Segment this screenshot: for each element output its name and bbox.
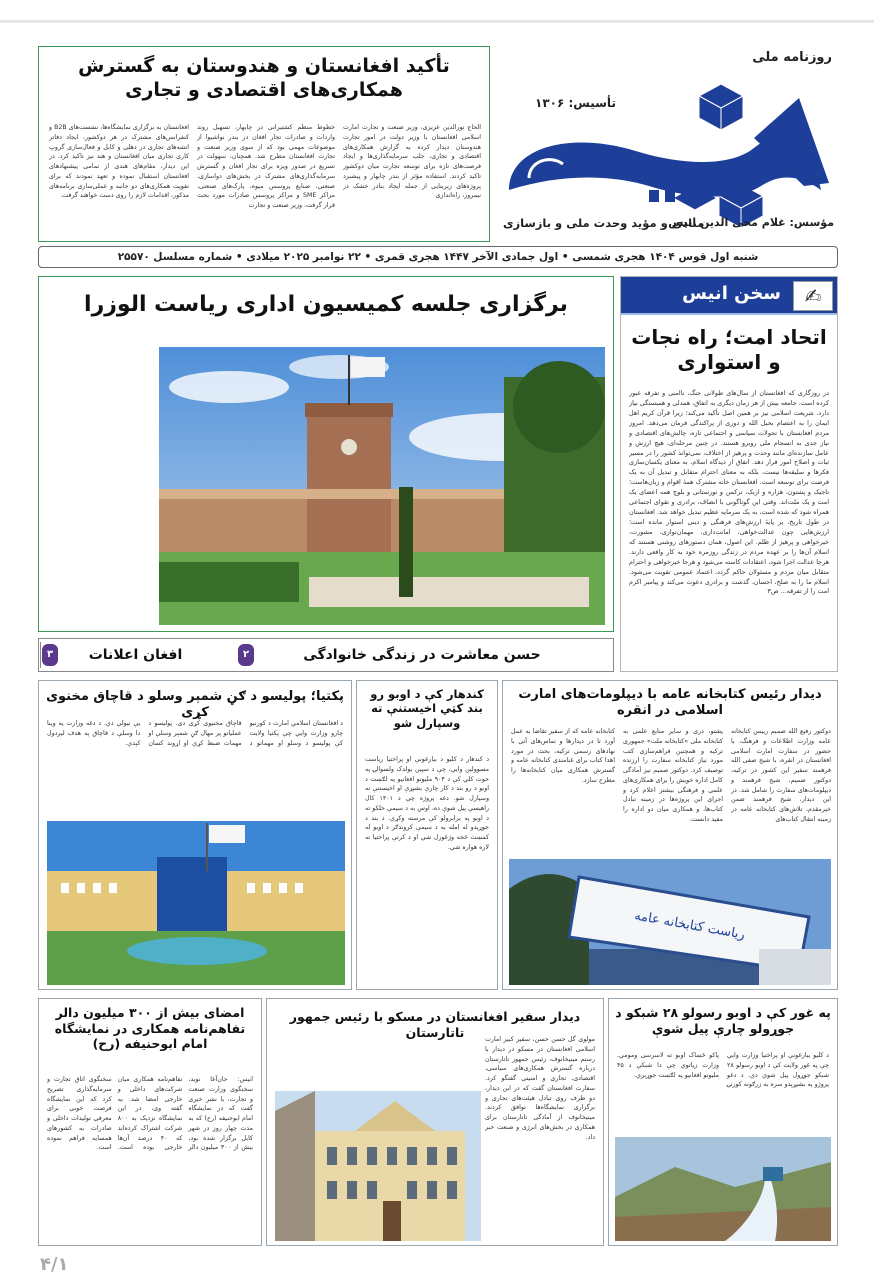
family-label: حسن معاشرت در زندگی خانوادگی: [303, 647, 541, 663]
library-col2: پشتو، دری و سایر منابع علمی به کتابخانه ملی «کتابخانه ملت» جمهوری ترکیه و همچنین فراهم‌سازی کتب مورد نیاز کتابخانه سفارت را ارزنده توصیف کرد. دوکتور صمیم نیز آمادگی کامل اداره خویش را برای همکاری‌های علمی و فرهنگی بیشتر اعلام کرد و اجرای این پروژه‌ها در زمینه تبادل کتاب‌ها، و همکاری میان دو اداره را مفید دانست.: [623, 728, 723, 823]
ghor-body: د کليو بيارغونې او پراختيا وزارت وايي چې په غور ولايت کې د اوبو رسولو ۲۸ شبکو جوړول پيل شوي دي. د دغو پروژو په بشپړېدو سره به زرګونه کورنۍ پاکو څښاک اوبو ته لاسرسی ومومي. وزارت زياتوي چې دا شبکې د ۴۵ مليونو افغانيو په لګښت جوړېږي.: [617, 1052, 829, 1089]
pen-icon: ✍: [793, 281, 833, 311]
founder-line: مؤسس: غلام محی الدین انیس: [668, 216, 834, 229]
paktia-story: [38, 680, 352, 990]
editorial-banner-text: سخن انیس: [682, 283, 781, 304]
editorial-body: در روزگاری که افغانستان از سال‌های طولانی جنگ، ناامنی و تفرقه عبور کرده است، جامعه بیش از هر زمان دیگری به اتفاق، همدلی و همبستگی نیاز دارد. شریعت اسلامی نیز بر همین اصل تأکید می‌کند؛ زیرا قرآن کریم اهل ایمان را به اعتصام بحبل الله و دوری از پراکندگی فرمان می‌دهد. امروز مردم افغانستان با تحولات سیاسی و اجتماعی تازه، چالش‌های اقتصادی و نیاز جدی به انسجام ملی روبرو هستند. در چنین مرحله‌ای، هیچ ارزش و عامل سازنده‌ای مانند وحدت و پرهیز از اختلاف، نمی‌تواند کشور را در مسیر ثبات و اصلاح امور قرار دهد. اتفاق از دیدگاه اسلام، به معنای یکسان‌سازی فکرها و سلیقه‌ها نیست، بلکه به معنای احترام متقابل و تبدیل آن به یک فرصت برای توسعه است. افغانستان خانه مشترک همهٔ اقوام و زبان‌هاست؛ تاجیک و پشتون، هزاره و ازبک، ترکمن و نورستانی و بلوچ همه اعضای یک امت و یک ملت‌اند. وقتی این گوناگونی با انصاف، برادری و تقوای اجتماعی همراه شود که شده است، به یک سرمایه عظیم تبدیل خواهد شد. افغانستان در طول تاریخ، بر پایهٔ ارزش‌های فرهنگی و دینی استوار مانده است؛ ارزش‌هایی چون عدالت‌خواهی، امانت‌داری، مهمان‌نوازی، مشورت، خیرخواهی و پرهیز از ظلم. این اصول، همان دستورهای روشنی هستند که اسلام آن‌ها را بر عهده مردم در زندگی روزمره خود به کار واقعی دارند. هرجا عدالت اجرا شود، اعتقادات کاسته می‌شود و هرجا خیرخواهی و احترام متقابل میان مردم و مسئولان حاکم گردد، اعتماد عمومی تقویت می‌شود. اسلام ما را به صلح، احسان، گذشت و برادری دعوت می‌کند و پیامبر اکرم امت را از تفرقه... ص۳: [629, 389, 829, 596]
founded-label: تأسیس: ۱۳۰۶: [535, 96, 616, 110]
tatarstan-photo: [275, 1091, 481, 1241]
masthead-small-title: روزنامه ملی: [752, 50, 832, 65]
ghor-story: [608, 998, 838, 1246]
ghor-photo: [615, 1137, 831, 1241]
ghor-headline: په غور کې د اوبو رسولو ۲۸ شبکو د جوړولو چارې پيل شوې: [615, 1005, 831, 1036]
page-number: ۴/۱: [40, 1254, 69, 1275]
family-page-badge: [238, 644, 254, 666]
top-story: [38, 46, 490, 242]
library-col1: دوکتور رفیع الله صمیم رییس کتابخانه عامه وزارت اطلاعات و فرهنگ، با حضور در سفارت امارت اسلامی افغانستان در انقره، با شیخ صفی الله فرهمند سفیر این کشور در ترکیه، دوکتور صمیم، شیخ فرهمند و دیپلومات‌های سفارت را شامل شد. در این دیدار، شیخ فرهمند ضمن خیرمقدم، تلاش‌های کتابخانه عامه در زمینه انتقال کتاب‌های: [731, 728, 831, 823]
expo-headline: امضای بیش از ۳۰۰ میلیون دالر تفاهم‌نامه همکاری در نمایشگاه امام ابوحنیفه (رح): [54, 1005, 246, 1052]
library-headline: دیدار رئیس کتابخانه عامه با دیپلومات‌های امارت اسلامی در انقره: [518, 687, 822, 719]
top-story-col1: الحاج نورالدین عزیزی، وزیر صنعت و تجارت امارت اسلامی افغانستان با وزیر دولت در امور تجارت هندوستان دیدار کرده به گزارش همکاری‌های اقتصادی و تجاری، جلب سرمایه‌گذاری‌ها و ایجاد فرصت‌های تازه برای توسعه تجارت میان دوکشور تاکید کردند. استفاده مؤثر از بندر چابهار و پیشبرد پروژه‌های زیربنایی از جمله ایجاد بنادر خشک در نیمروز، راه‌اندازی: [343, 124, 481, 200]
editorial: [620, 276, 838, 672]
ads-page-badge: [42, 644, 58, 666]
main-story-headline: برگزاری جلسه کمیسیون اداری ریاست الوزرا: [84, 292, 568, 317]
logo: [499, 78, 837, 228]
ads-label: افغان اعلانات: [88, 647, 183, 663]
top-story-col3: افغانستان به برگزاری نمایشگاه‌ها، نشست‌های B2B و کنفرانس‌های مشترک در هر دوکشور، ایجاد دفاتر اتشه‌های تجاری در دهلی و کابل و فعال‌سازی گروپ کاری تجاری میان افغانستان و هند نیز تاکید کرد. در این دیدار، مقام‌های هندی از تمامی پیشنهادهای افغانستان استقبال نموده و تعهد نمودند که برای تقویت همکاری‌های دو جانبه و عملی‌سازی برنامه‌های مذکور، اقدامات لازم را روی دست خواهند گرفت.: [49, 124, 189, 200]
paktia-body: د افغانستان اسلامي امارت د کورنيو چارو وزارت وايي چې پکتيا ولايت کې پوليسو د وسلو او مهماتو د قاچاق مخنيوی کړی دی. پوليسو د عملياتو پر مهال ګڼ شمېر وسلې او مهمات ضبط کړي او اړوند کسان يې نيولي دي. د دغه وزارت په وينا دا وسلې د قاچاق په هدف ليږدول کېدې.: [47, 720, 343, 747]
date-bar: [38, 246, 838, 268]
editorial-headline: اتحاد امت؛ راه نجات و استواری: [631, 325, 827, 374]
kandahar-story: [356, 680, 498, 990]
expo-body: انیس: جان‌آغا نوید، سخنگوی وزارت صنعت و تجارت، با نشر خبری گفت که در نمایشگاه امام ابوحنیفه (رح) که به مدت چهار روز در شهر کابل برگزار شده بود، بیش از ۳۰۰ میلیون دالر تفاهم‌نامه همکاری میان شرکت‌های داخلی و خارجی امضا شد. به گفته وی، در این نمایشگاه نزدیک به ۸۰۰ شرکت اشتراک کرده‌اند که ۴۰ درصد آن‌ها خارجی بوده است. سخنگوی اتاق تجارت و سرمایه‌گذاری تصریح کرد که این نمایشگاه فرصت خوبی برای معرفی تولیدات داخلی و صادرات به کشورهای همسایه فراهم نموده است.: [47, 1076, 253, 1152]
slogan: منادی و مؤید وحدت ملی و بازسازی: [503, 216, 705, 230]
ads-page: ۳: [46, 649, 54, 660]
main-story-photo: [159, 347, 605, 625]
main-story: [38, 276, 614, 632]
kandahar-headline: کندهار کې د اوبو رو بند کټي اخيستنې ته وسپارل شو: [370, 687, 484, 730]
family-page: ۲: [242, 649, 250, 660]
paktia-headline: پکتيا؛ پوليسو د ګڼ شمېر وسلو د قاچاق مخنوی کړی: [46, 689, 344, 721]
tatarstan-body-left: [277, 1035, 477, 1087]
top-story-col2: خطوط منظم کشتیرانی در چابهار، تسهیل روند واردات و صادرات تجار افغان در بندر نواشیوا از موضوعات مهمی بود که از سوی وزیر صنعت و تجارت افغانستان مطرح شد. همچنان، سهولت در تسریع در صدور ویزه برای تجار افغان و گسترش سرمایه‌گذاری‌های مشترک در بخش‌های دواسازی، صنعتی، صنایع پروسس میوه، پارک‌های صنعتی، مراکز SME و مراکز پروسس صادرات مورد بحث قرار گرفت. وزیر صنعت و تجارت: [197, 124, 335, 209]
family-banner: [234, 642, 610, 668]
expo-story: [38, 998, 262, 1246]
paktia-photo: [47, 821, 345, 985]
date-line: شنبه اول قوس ۱۴۰۴ هجری شمسی • اول جمادی الآخر ۱۴۴۷ هجری قمری • ۲۲ نوامبر ۲۰۲۵ میلادی • شماره مسلسل ۲۵۵۷۰: [117, 251, 759, 263]
masthead: [495, 40, 840, 240]
tatarstan-headline: دیدار سفیر افغانستان در مسکو با رئیس جمهور تاتارستان: [289, 1009, 581, 1040]
library-photo: [509, 859, 831, 985]
tatarstan-body: مولوی گل حسن حسن، سفیر کبیر امارت اسلامی افغانستان در مسکو در دیدار با رستم مینیخانوف، رئیس جمهور تاتارستان درباره گسترش همکاری‌های سیاسی، اقتصادی، تجاری و امنیتی گفتگو کرد. سفارت افغانستان گفت که در این دیدار، دو طرف روی تبادل هیئت‌های تجاری و برگزاری نمایشگاه‌ها توافق کردند. مینیخانوف از آمادگی تاتارستان برای همکاری در بخش‌های انرژی و صنعت خبر داد.: [485, 1036, 595, 1141]
kandahar-body: د کندهار د کليو د بيارغونې او پراختيا رياست مسوولين وايي، چې د سپين بولدک ولسوالۍ په حوت کلي کې د ۹۰۴ مليونو افغانيو په لګښت د اوبو د رو بند د کار چارې بشپړې او اخيستنې ته وسپارل شو. دغه پروژه چې د ۱۴۰۱ کال راهيسې پيل شوې ده، اوس به د سيمې خلکو ته د اوبو په برابرولو کې مرسته وکړي. د بند د جوړېدو له امله به د سيمې کروندګر د اوبو له کمښت څخه وژغورل شي او د کرنې پراختيا ته لاره هواره شي.: [365, 756, 489, 851]
library-col3: کتابخانه عامه که از سفیر تقاضا به عمل آورد تا در دیدارها و تماس‌های آتی با نهادهای رسمی ترکیه، بحث در مورد اهدا کتاب برای غنامندی کتابخانه عامه و گسترش همکاری میان کتابخانه‌ها را مطرح سازد.: [511, 728, 615, 784]
top-story-headline: تأکید افغانستان و هندوستان به گسترش همکاری‌های اقتصادی و تجاری: [78, 55, 450, 101]
tatarstan-story: [266, 998, 604, 1246]
top-rule: [0, 20, 874, 23]
ads-banner: [40, 642, 230, 668]
library-story: [502, 680, 838, 990]
svg-text:ریاست کتابخانه عامه: ریاست کتابخانه عامه: [633, 908, 747, 943]
